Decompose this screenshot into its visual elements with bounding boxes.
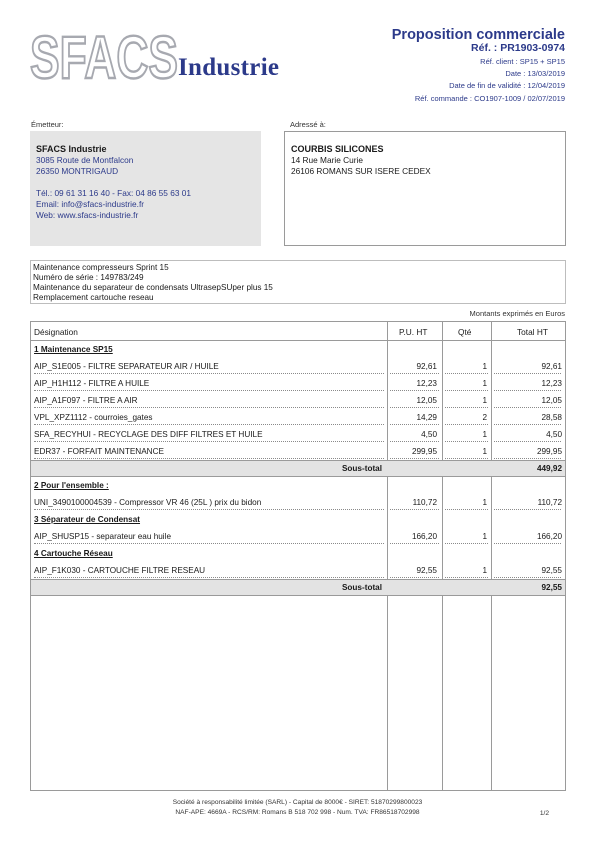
dotted-rule [34,458,384,459]
dotted-rule [494,390,561,391]
dotted-rule [390,458,439,459]
emitter-name: SFACS Industrie [36,144,107,154]
table-row [31,562,565,579]
table-row [31,494,565,511]
footer-legal-line2: NAF-APE: 4669A - RCS/RM: Romans B 518 702 998 - Num. TVA: FR86518702998 [175,809,420,816]
logo-industrie: Industrie [178,54,280,81]
item-designation: AIP_H1H112 - FILTRE A HUILE [34,379,150,388]
dotted-rule [390,407,439,408]
recipient-label: Adressé à: [290,120,326,129]
subtotal-label: Sous-total [341,464,382,473]
header-quantity: Qté [458,327,472,337]
item-designation: AIP_F1K030 - CARTOUCHE FILTRE RESEAU [34,566,206,575]
dotted-rule [34,577,384,578]
dotted-rule [445,458,488,459]
item-designation: SFA_RECYHUI - RECYCLAGE DES DIFF FILTRES ET HUILE [34,430,263,439]
dotted-rule [34,407,384,408]
section-title: 4 Cartouche Réseau [34,549,113,558]
dotted-rule [494,543,561,544]
header-unit-price: P.U. HT [399,327,428,337]
item-total: 166,20 [536,532,562,541]
item-unit-price: 92,61 [416,362,437,371]
currency-note: Montants exprimés en Euros [469,309,565,318]
item-unit-price: 12,23 [416,379,437,388]
note-line: Maintenance du separateur de condensats UltrasepSUper plus 15 [33,283,273,292]
header-total: Total HT [517,327,548,337]
dotted-rule [445,441,488,442]
dotted-rule [390,373,439,374]
emitter-address-line1: 3085 Route de Montfalcon [36,155,134,165]
recipient-name: COURBIS SILICONES [291,144,384,154]
recipient-box [284,131,566,246]
emitter-address-line2: 26350 MONTRIGAUD [36,166,119,176]
subtotal-amount: 449,92 [536,464,562,473]
item-total: 12,23 [541,379,562,388]
item-total: 28,58 [541,413,562,422]
document-reference: Réf. : PR1903-0974 [471,42,565,54]
dotted-rule [494,458,561,459]
dotted-rule [390,543,439,544]
subtotal-row [31,579,565,596]
sfacs-logo [30,20,180,88]
note-line: Remplacement cartouche reseau [33,293,154,302]
dotted-rule [34,441,384,442]
emitter-email[interactable]: Email: info@sfacs-industrie.fr [36,199,145,209]
item-quantity: 1 [482,430,487,439]
subtotal-label: Sous-total [341,583,382,592]
dotted-rule [494,577,561,578]
item-unit-price: 110,72 [412,498,437,507]
table-row [31,409,565,426]
client-reference: Réf. client : SP15 + SP15 [480,57,565,66]
item-quantity: 1 [482,396,487,405]
item-quantity: 1 [482,362,487,371]
section-title: 3 Séparateur de Condensat [34,515,141,524]
item-quantity: 1 [482,498,487,507]
dotted-rule [445,543,488,544]
dotted-rule [494,441,561,442]
dotted-rule [494,407,561,408]
table-row [31,426,565,443]
table-row [31,375,565,392]
section-heading-row [31,341,565,358]
footer-legal-line1: Société à responsabilité limitée (SARL) - Capital de 8000€ - SIRET: 51870299800023 [172,799,423,806]
header-designation: Désignation [34,327,78,337]
item-unit-price: 12,05 [416,396,437,405]
section-heading-row [31,545,565,562]
recipient-address-line1: 14 Rue Marie Curie [291,155,363,165]
dotted-rule [34,509,384,510]
dotted-rule [494,424,561,425]
dotted-rule [390,424,439,425]
item-quantity: 1 [482,532,487,541]
dotted-rule [390,390,439,391]
emitter-label: Émetteur: [31,120,64,129]
dotted-rule [34,373,384,374]
emitter-website[interactable]: Web: www.sfacs-industrie.fr [36,210,139,220]
table-row [31,443,565,460]
item-designation: AIP_A1F097 - FILTRE A AIR [34,396,138,405]
item-designation: VPL_XPZ1112 - courroies_gates [34,413,153,422]
dotted-rule [390,509,439,510]
section-heading-row [31,477,565,494]
subtotal-amount: 92,55 [541,583,562,592]
dotted-rule [34,424,384,425]
emitter-box [30,131,261,246]
item-designation: AIP_SHUSP15 - separateur eau huile [34,532,171,541]
document-date: Date : 13/03/2019 [505,69,565,78]
validity-date: Date de fin de validité : 12/04/2019 [449,81,565,90]
item-total: 4,50 [546,430,562,439]
item-quantity: 1 [482,379,487,388]
dotted-rule [390,441,439,442]
item-quantity: 1 [482,447,487,456]
item-unit-price: 166,20 [411,532,437,541]
dotted-rule [445,424,488,425]
section-title: 2 Pour l'ensemble : [34,481,109,490]
notes-box [30,260,566,304]
item-designation: AIP_S1E005 - FILTRE SEPARATEUR AIR / HUILE [34,362,219,371]
section-title: 1 Maintenance SP15 [34,345,113,354]
table-header [31,322,565,341]
item-unit-price: 299,95 [411,447,437,456]
dotted-rule [34,390,384,391]
item-total: 92,61 [541,362,562,371]
section-heading-row [31,511,565,528]
item-quantity: 1 [482,566,487,575]
dotted-rule [445,407,488,408]
items-table [30,321,566,791]
logo-wordmark: SFACS [30,24,178,88]
recipient-address-line2: 26106 ROMANS SUR ISERE CEDEX [291,166,431,176]
item-unit-price: 4,50 [421,430,437,439]
item-total: 299,95 [536,447,562,456]
dotted-rule [390,577,439,578]
item-unit-price: 14,29 [416,413,437,422]
dotted-rule [494,509,561,510]
emitter-phone: Tél.: 09 61 31 16 40 - Fax: 04 86 55 63 01 [36,188,191,198]
dotted-rule [445,373,488,374]
dotted-rule [445,509,488,510]
note-line: Maintenance compresseurs Sprint 15 [33,263,169,272]
item-total: 110,72 [537,498,562,507]
item-total: 92,55 [541,566,562,575]
subtotal-row [31,460,565,477]
document-title: Proposition commerciale [391,27,565,43]
dotted-rule [445,390,488,391]
order-reference: Réf. commande : CO1907-1009 / 02/07/2019 [414,94,565,103]
table-row [31,528,565,545]
dotted-rule [445,577,488,578]
note-line: Numéro de série : 149783/249 [33,273,144,282]
page-number: 1/2 [539,810,549,817]
dotted-rule [34,543,384,544]
dotted-rule [494,373,561,374]
item-designation: EDR37 - FORFAIT MAINTENANCE [34,447,164,456]
item-total: 12,05 [541,396,562,405]
item-quantity: 2 [482,413,487,422]
table-row [31,358,565,375]
item-unit-price: 92,55 [416,566,437,575]
table-row [31,392,565,409]
item-designation: UNI_3490100004539 - Compressor VR 46 (25L ) prix du bidon [34,498,262,507]
